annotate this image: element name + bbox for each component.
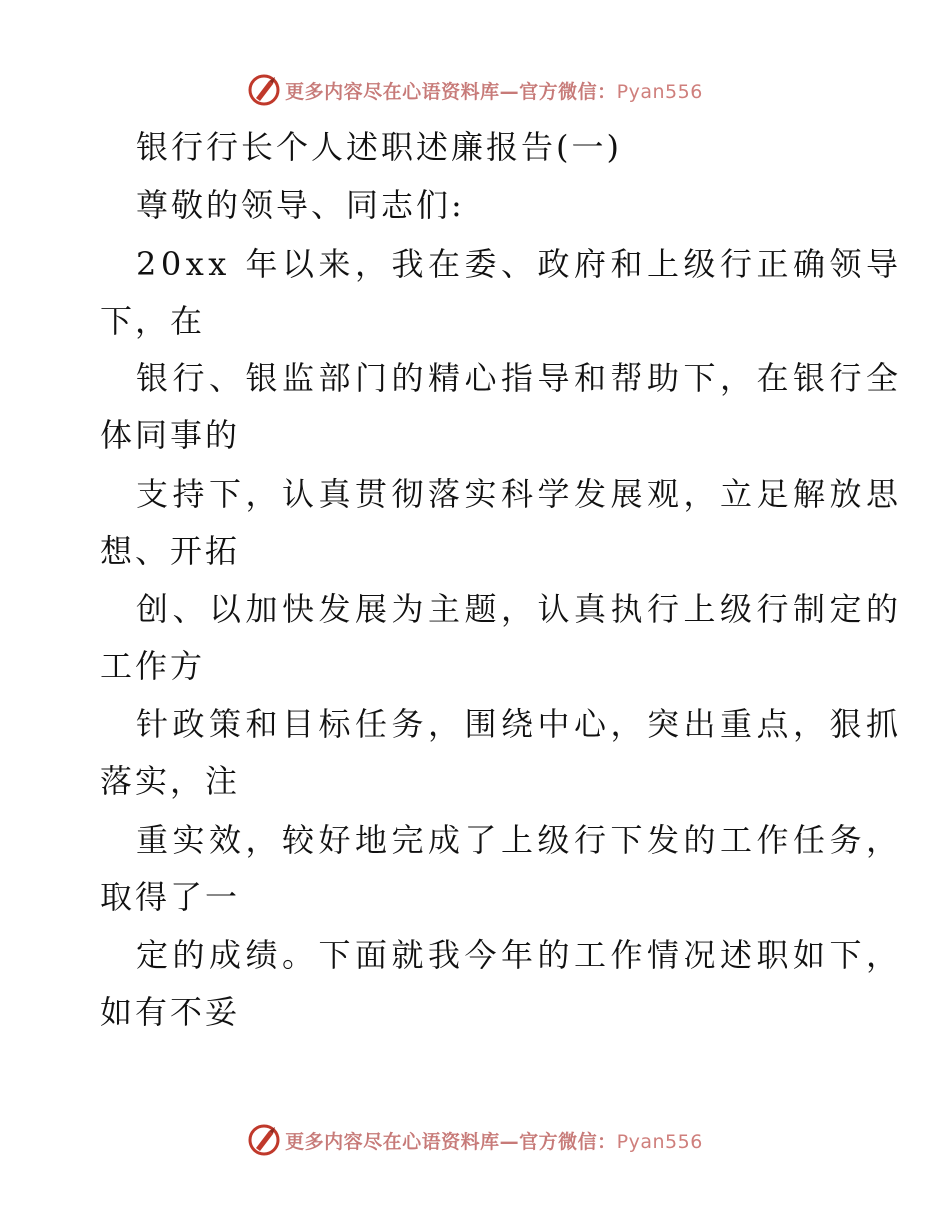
paragraph-line: 支持下，认真贯彻落实科学发展观，立足解放思 bbox=[136, 475, 903, 513]
watermark-text: 更多内容尽在心语资料库—官方微信：Pyan556 bbox=[285, 1130, 703, 1153]
paragraph-line: 体同事的 bbox=[100, 416, 241, 454]
paragraph-line: 下，在 bbox=[100, 302, 206, 340]
watermark-text: 更多内容尽在心语资料库—官方微信：Pyan556 bbox=[285, 80, 703, 103]
document-title: 银行行长个人述职述廉报告(一) bbox=[136, 128, 622, 166]
paragraph-line: 重实效，较好地完成了上级行下发的工作任务， bbox=[136, 821, 903, 859]
paragraph-line: 20xx 年以来，我在委、政府和上级行正确领导 bbox=[136, 245, 903, 283]
paragraph-line: 如有不妥 bbox=[100, 993, 241, 1031]
salutation: 尊敬的领导、同志们: bbox=[136, 186, 465, 224]
paragraph-line: 针政策和目标任务，围绕中心，突出重点，狠抓 bbox=[136, 705, 903, 743]
paragraph-line: 想、开拓 bbox=[100, 532, 241, 570]
paragraph-line: 定的成绩。下面就我今年的工作情况述职如下， bbox=[136, 936, 903, 974]
paragraph-line: 工作方 bbox=[100, 647, 206, 685]
paragraph-line: 落实，注 bbox=[100, 762, 241, 800]
footer-watermark-banner bbox=[0, 1120, 950, 1160]
quill-pen-logo-icon bbox=[247, 1123, 281, 1157]
paragraph-line: 创、以加快发展为主题，认真执行上级行制定的 bbox=[136, 590, 903, 628]
paragraph-line: 取得了一 bbox=[100, 878, 241, 916]
paragraph-line: 银行、银监部门的精心指导和帮助下，在银行全 bbox=[136, 359, 903, 397]
